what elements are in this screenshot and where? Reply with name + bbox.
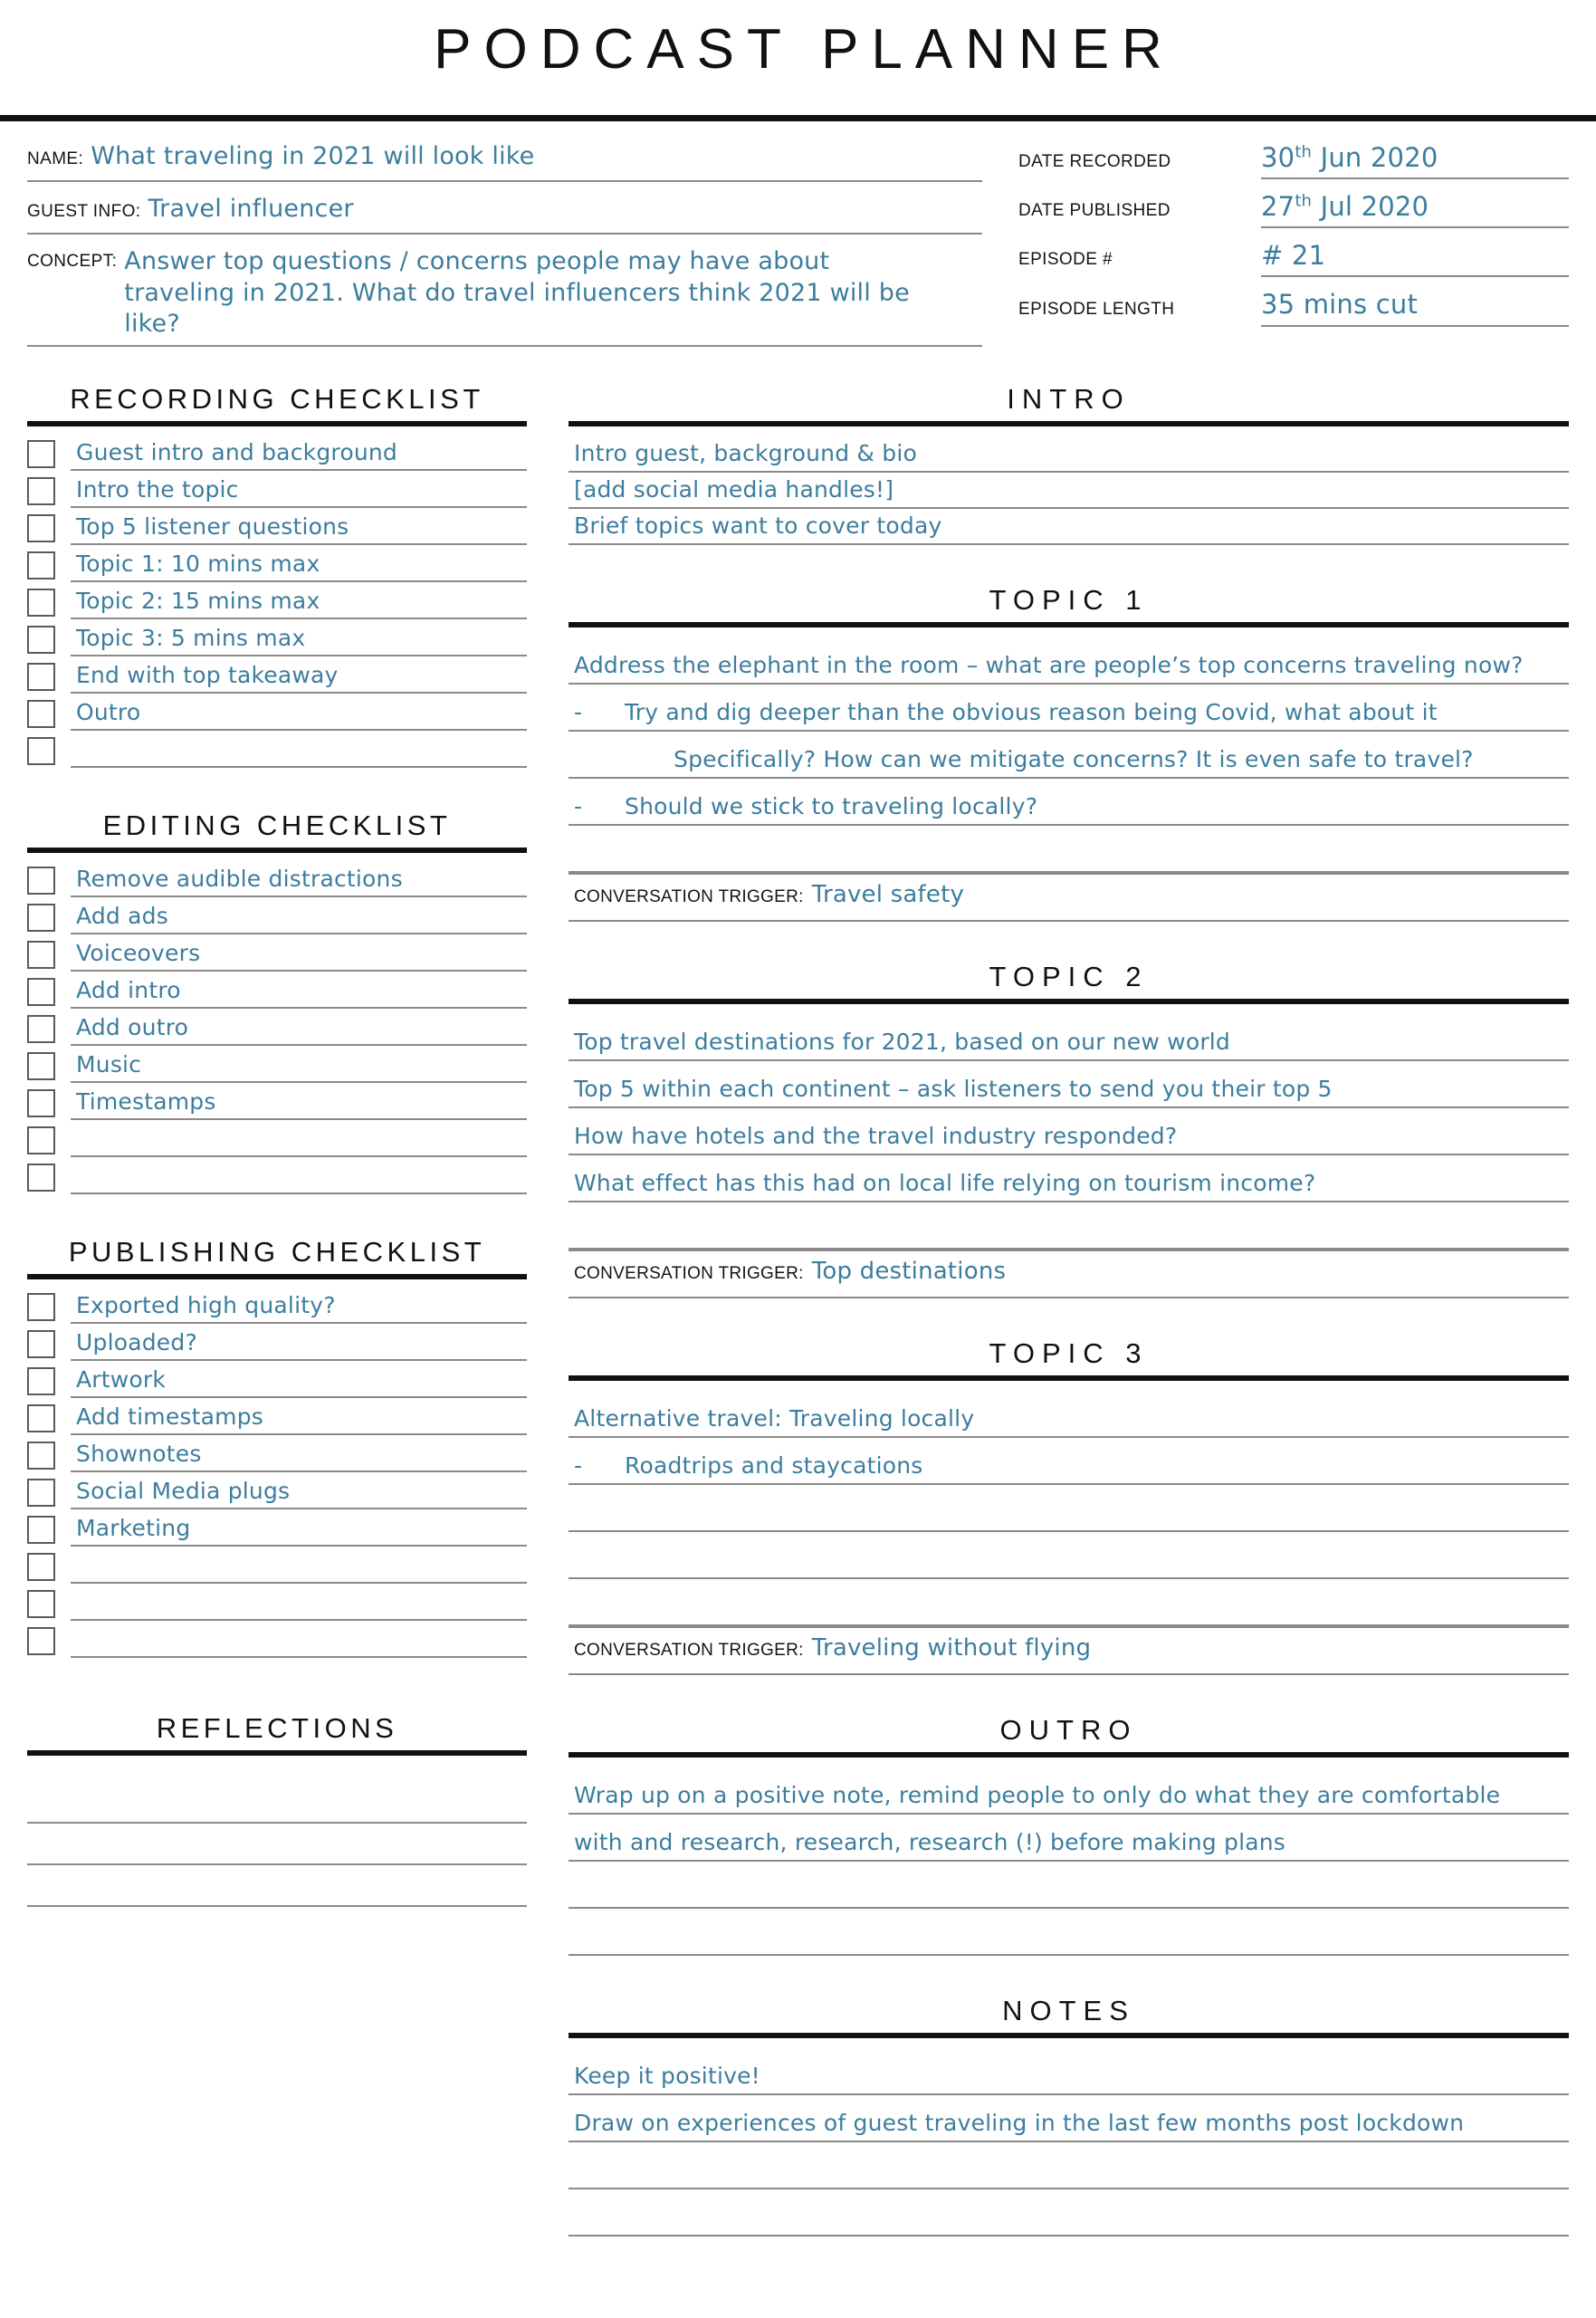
list-item[interactable] (27, 1438, 527, 1472)
list-item-label: Music (76, 1050, 142, 1078)
episode-length-label: EPISODE LENGTH (1018, 299, 1175, 319)
date-published-label: DATE PUBLISHED (1018, 201, 1171, 221)
checkbox[interactable] (27, 551, 55, 580)
list-item-label: Intro the topic (76, 475, 239, 503)
notes-divider (569, 2033, 1569, 2038)
checkbox[interactable] (27, 626, 55, 654)
spacer (27, 771, 527, 810)
intro-line[interactable]: Intro guest, background & bio (569, 436, 1569, 473)
concept-label: CONCEPT: (27, 252, 118, 272)
checkbox[interactable] (27, 904, 55, 932)
list-item[interactable] (27, 474, 527, 508)
topic2-line[interactable]: Top 5 within each continent – ask listeners to send you their top 5 (569, 1061, 1569, 1108)
topic1-line[interactable]: - Should we stick to traveling locally? (569, 779, 1569, 826)
spacer (569, 922, 1569, 962)
checkbox[interactable] (27, 1164, 55, 1192)
list-item-label: Topic 1: 10 mins max (76, 550, 320, 577)
trigger-label: CONVERSATION TRIGGER: (574, 886, 804, 906)
spacer (569, 1956, 1569, 1996)
checkbox[interactable] (27, 1442, 55, 1470)
recording-checklist-list (27, 436, 527, 768)
spacer (569, 1298, 1569, 1338)
topic3-line[interactable] (569, 1485, 1569, 1532)
list-item-label: End with top takeaway (76, 661, 339, 688)
recording-checklist-divider (27, 421, 527, 426)
outro-lines (569, 1767, 1569, 1956)
checkbox[interactable] (27, 1293, 55, 1321)
checkbox[interactable] (27, 663, 55, 691)
list-item-label: Uploaded? (76, 1329, 197, 1356)
outro-line[interactable]: with and research, research, research (!) before making plans (569, 1815, 1569, 1862)
checkbox[interactable] (27, 978, 55, 1006)
topic1-line[interactable]: Address the elephant in the room – what are people’s top concerns traveling now? (569, 637, 1569, 685)
spacer (569, 1675, 1569, 1715)
notes-line[interactable] (569, 2189, 1569, 2237)
list-item-label: Timestamps (76, 1087, 216, 1115)
topic1-heading: TOPIC 1 (989, 583, 1149, 616)
list-item-label: Add timestamps (76, 1403, 264, 1431)
checkbox[interactable] (27, 737, 55, 765)
publishing-checklist-divider (27, 1274, 527, 1279)
topic1-lines (569, 637, 1569, 873)
spacer (27, 1661, 527, 1713)
list-item-label: Add intro (76, 976, 181, 1003)
concept-field-row[interactable] (27, 246, 982, 347)
checkbox[interactable] (27, 1553, 55, 1581)
list-item-label: Remove audible distractions (76, 865, 403, 892)
publishing-checklist-heading: PUBLISHING CHECKLIST (68, 1235, 486, 1268)
reflections-heading: REFLECTIONS (156, 1712, 398, 1745)
name-value: What traveling in 2021 will look like (91, 142, 535, 171)
topic3-line[interactable] (569, 1532, 1569, 1579)
topic2-lines (569, 1014, 1569, 1250)
list-item[interactable] (27, 622, 527, 656)
trigger-label: CONVERSATION TRIGGER: (574, 1264, 804, 1284)
list-item-label: Voiceovers (76, 939, 201, 966)
topic2-line[interactable]: How have hotels and the travel industry responded? (569, 1108, 1569, 1155)
list-item-label: Social Media plugs (76, 1478, 291, 1505)
topic1-conversation-trigger[interactable] (569, 873, 1569, 922)
list-item[interactable] (27, 974, 527, 1009)
reflection-line[interactable] (27, 1865, 527, 1907)
checkbox[interactable] (27, 1126, 55, 1154)
episode-number-row[interactable] (1018, 239, 1569, 277)
intro-line[interactable]: [add social media handles!] (569, 473, 1569, 509)
guest-info-value: Travel influencer (148, 195, 354, 224)
checkbox[interactable] (27, 1479, 55, 1507)
guest-info-field-row[interactable] (27, 194, 982, 235)
checkbox[interactable] (27, 1089, 55, 1117)
checkbox[interactable] (27, 1404, 55, 1432)
trigger-value: Top destinations (811, 1258, 1007, 1286)
reflection-line[interactable] (27, 1824, 527, 1865)
list-item[interactable] (27, 900, 527, 934)
topic2-line[interactable] (569, 1202, 1569, 1250)
reflections-lines (27, 1766, 527, 1907)
reflections-divider (27, 1750, 527, 1756)
list-item-label: Guest intro and background (76, 438, 397, 465)
checkbox[interactable] (27, 1015, 55, 1043)
checkbox[interactable] (27, 477, 55, 505)
list-item[interactable] (27, 1160, 527, 1194)
reflection-line[interactable] (27, 1782, 527, 1824)
list-item[interactable] (27, 1364, 527, 1398)
page-title: PODCAST PLANNER (434, 18, 1175, 81)
intro-line[interactable]: Brief topics want to cover today (569, 509, 1569, 545)
list-item[interactable] (27, 436, 527, 471)
outro-divider (569, 1752, 1569, 1758)
notes-heading: NOTES (1002, 1995, 1135, 2027)
topic3-line[interactable]: Alternative travel: Traveling locally (569, 1391, 1569, 1438)
episode-length-row[interactable] (1018, 288, 1569, 326)
topic1-line[interactable]: - Try and dig deeper than the obvious reason being Covid, what about it (569, 685, 1569, 732)
list-item-label: Top 5 listener questions (76, 512, 349, 540)
checkbox[interactable] (27, 514, 55, 542)
spacer (27, 1197, 527, 1237)
publishing-checklist-list (27, 1289, 527, 1658)
topic2-divider (569, 999, 1569, 1004)
outro-heading: OUTRO (999, 1714, 1138, 1747)
header-block (0, 121, 1596, 359)
topic1-line[interactable]: Specifically? How can we mitigate concerns? It is even safe to travel? (569, 732, 1569, 779)
checkbox[interactable] (27, 440, 55, 468)
name-field-row[interactable] (27, 141, 982, 182)
list-item[interactable] (27, 511, 527, 545)
outro-line[interactable] (569, 1909, 1569, 1956)
list-item[interactable] (27, 696, 527, 731)
topic2-line[interactable]: Top travel destinations for 2021, based on our new world (569, 1014, 1569, 1061)
list-item[interactable] (27, 863, 527, 897)
editing-checklist-divider (27, 848, 527, 853)
topic3-divider (569, 1375, 1569, 1381)
list-item-label: Exported high quality? (76, 1292, 336, 1319)
trigger-value: Traveling without flying (811, 1634, 1092, 1662)
list-item[interactable] (27, 1586, 527, 1621)
list-item[interactable] (27, 1327, 527, 1361)
checkbox[interactable] (27, 1052, 55, 1080)
list-item[interactable] (27, 1086, 527, 1120)
checkbox[interactable] (27, 589, 55, 617)
name-label: NAME: (27, 149, 84, 169)
list-item[interactable] (27, 1123, 527, 1157)
body-columns (0, 359, 1596, 2237)
checkbox[interactable] (27, 1330, 55, 1358)
episode-number-value: # 21 (1261, 239, 1569, 277)
outro-line[interactable] (569, 1862, 1569, 1909)
date-recorded-value: 30th Jun 2020 (1261, 141, 1569, 179)
list-item-label: Add outro (76, 1013, 189, 1040)
topic3-line[interactable]: - Roadtrips and staycations (569, 1438, 1569, 1485)
intro-heading: INTRO (1007, 382, 1131, 415)
list-item[interactable] (27, 1549, 527, 1584)
notes-line[interactable]: Draw on experiences of guest traveling in the last few months post lockdown (569, 2095, 1569, 2142)
checkbox[interactable] (27, 700, 55, 728)
list-item-label: Topic 3: 5 mins max (76, 624, 306, 651)
list-item[interactable] (27, 1289, 527, 1324)
concept-value: Answer top questions / concerns people may have about traveling in 2021. What do travel influencers think 2021 will be like? (124, 247, 910, 339)
right-column (552, 384, 1569, 2237)
trigger-label: CONVERSATION TRIGGER: (574, 1641, 804, 1661)
header-meta-fields (1009, 141, 1569, 359)
topic3-conversation-trigger[interactable] (569, 1626, 1569, 1675)
header-left-fields (27, 141, 1009, 359)
topic1-line[interactable] (569, 826, 1569, 873)
left-column (27, 384, 552, 2237)
list-item-label: Marketing (76, 1515, 191, 1542)
list-item-label: Artwork (76, 1366, 167, 1394)
episode-number-label: EPISODE # (1018, 250, 1113, 270)
topic3-lines (569, 1391, 1569, 1626)
list-item[interactable] (27, 1512, 527, 1547)
notes-line[interactable]: Keep it positive! (569, 2048, 1569, 2095)
list-item-label: Outro (76, 698, 141, 725)
list-item[interactable] (27, 937, 527, 972)
list-item[interactable] (27, 1624, 527, 1658)
checkbox[interactable] (27, 1367, 55, 1395)
list-item[interactable] (27, 1049, 527, 1083)
checkbox[interactable] (27, 867, 55, 895)
topic2-conversation-trigger[interactable] (569, 1250, 1569, 1298)
date-published-row[interactable] (1018, 190, 1569, 228)
list-item-label: Add ads (76, 902, 168, 929)
notes-line[interactable] (569, 2142, 1569, 2189)
list-item[interactable] (27, 659, 527, 694)
header-divider (0, 115, 1596, 121)
intro-lines (569, 436, 1569, 545)
episode-length-value: 35 mins cut (1261, 288, 1569, 326)
notes-lines (569, 2048, 1569, 2237)
list-item[interactable] (27, 1011, 527, 1046)
topic1-divider (569, 622, 1569, 627)
list-item[interactable] (27, 1401, 527, 1435)
checkbox[interactable] (27, 1627, 55, 1655)
date-published-value: 27th Jul 2020 (1261, 190, 1569, 228)
topic2-heading: TOPIC 2 (989, 960, 1149, 992)
date-recorded-label: DATE RECORDED (1018, 152, 1171, 172)
list-item[interactable] (27, 1475, 527, 1509)
editing-checklist-list (27, 863, 527, 1194)
checkbox[interactable] (27, 941, 55, 969)
editing-checklist-heading: EDITING CHECKLIST (102, 809, 452, 841)
list-item[interactable] (27, 585, 527, 619)
list-item[interactable] (27, 548, 527, 582)
topic2-line[interactable]: What effect has this had on local life relying on tourism income? (569, 1155, 1569, 1202)
topic3-heading: TOPIC 3 (989, 1337, 1149, 1370)
list-item[interactable] (27, 733, 527, 768)
date-recorded-row[interactable] (1018, 141, 1569, 179)
intro-divider (569, 421, 1569, 426)
checkbox[interactable] (27, 1516, 55, 1544)
outro-line[interactable]: Wrap up on a positive note, remind people to only do what they are comfortable (569, 1767, 1569, 1815)
topic3-line[interactable] (569, 1579, 1569, 1626)
list-item-label: Shownotes (76, 1441, 202, 1468)
recording-checklist-heading: RECORDING CHECKLIST (70, 382, 484, 415)
guest-info-label: GUEST INFO: (27, 202, 141, 222)
trigger-value: Travel safety (811, 880, 965, 908)
list-item-label: Topic 2: 15 mins max (76, 587, 320, 614)
spacer (569, 545, 1569, 585)
checkbox[interactable] (27, 1590, 55, 1618)
